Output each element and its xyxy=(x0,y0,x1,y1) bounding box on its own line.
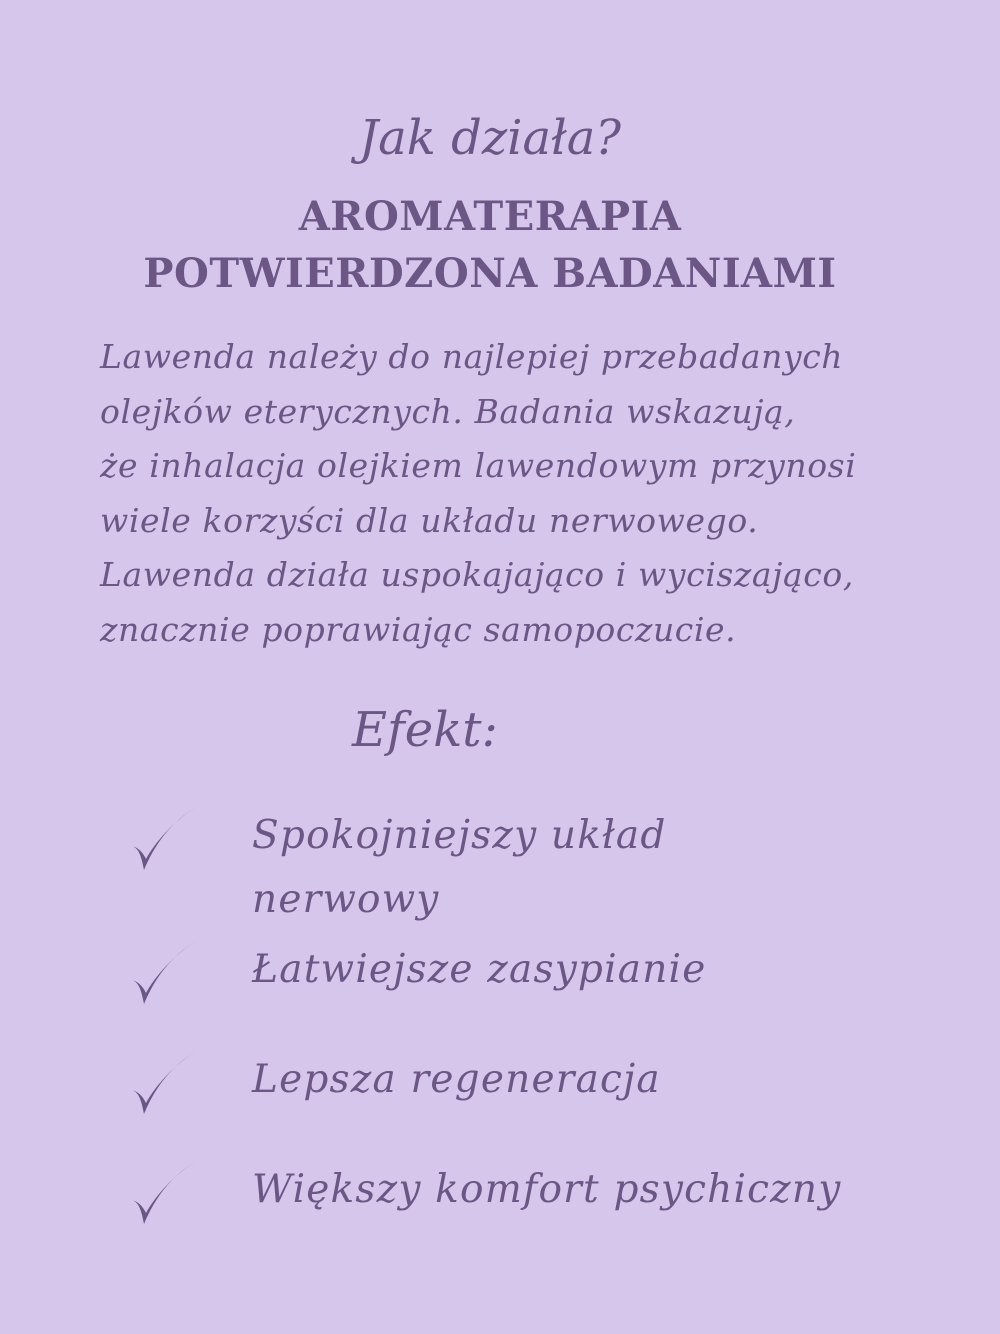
checkmark-icon xyxy=(128,938,200,1010)
headline xyxy=(0,188,980,302)
description-line: znacznie poprawiając samopoczucie. xyxy=(100,609,737,649)
headline-line-2: POTWIERDZONA BADANIAMI xyxy=(143,250,837,297)
checkmark-icon xyxy=(128,1158,200,1230)
description-line: Lawenda działa uspokajająco i wyciszająco, xyxy=(100,555,854,594)
benefit-line: Łatwiejsze zasypianie xyxy=(252,947,707,992)
checkmark-icon xyxy=(128,804,200,876)
description-line: wiele korzyści dla układu nerwowego. xyxy=(100,500,759,540)
description-line: olejków eterycznych. Badania wskazują, xyxy=(100,391,796,431)
benefit-text xyxy=(252,938,972,1002)
checkmark-icon xyxy=(128,1048,200,1120)
headline-line-1: AROMATERAPIA xyxy=(298,193,682,240)
description-paragraph xyxy=(100,330,980,657)
effect-heading: Efekt: xyxy=(352,702,498,758)
description-line: Lawenda należy do najlepiej przebadanych xyxy=(100,337,844,376)
section-question: Jak działa? xyxy=(358,110,622,166)
description-line: że inhalacja olejkiem lawendowym przynosi xyxy=(100,446,857,485)
benefit-line: Spokojniejszy układ xyxy=(252,813,667,858)
benefit-text xyxy=(252,1158,972,1222)
benefit-text xyxy=(252,1048,972,1112)
benefit-line: Większy komfort psychiczny xyxy=(252,1167,842,1212)
benefit-line: nerwowy xyxy=(252,877,440,922)
benefit-line: Lepsza regeneracja xyxy=(252,1057,661,1102)
benefit-text xyxy=(252,804,972,932)
